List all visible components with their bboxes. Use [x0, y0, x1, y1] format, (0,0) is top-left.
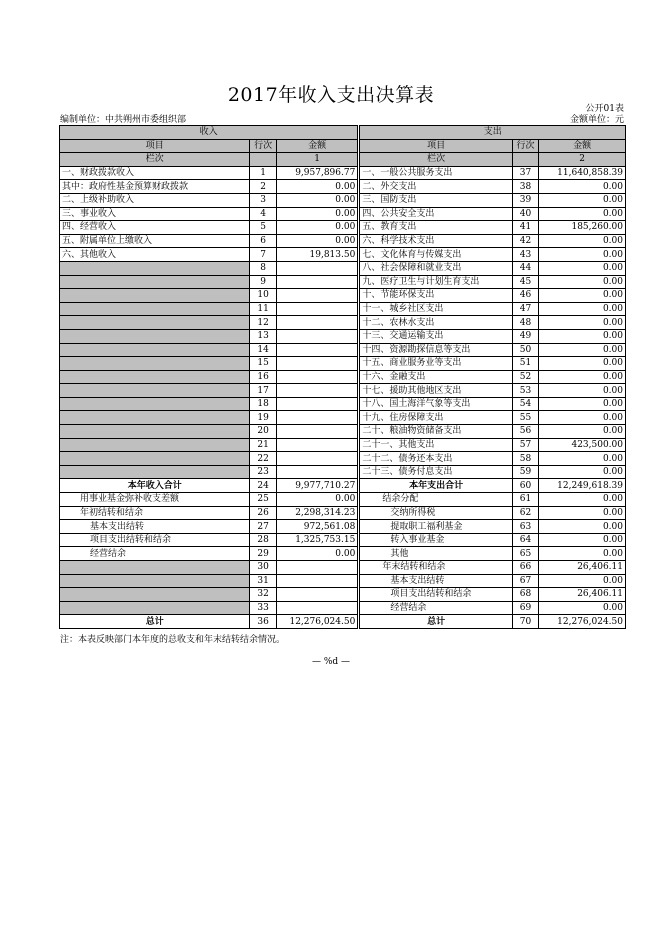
expense-line-no: 67 [512, 574, 538, 588]
expense-item: 十六、金融支出 [360, 370, 512, 384]
table-row [60, 221, 626, 235]
expense-line-no: 56 [512, 425, 538, 439]
income-line-no: 16 [250, 370, 276, 384]
income-item: 用事业基金弥补收支差额 [60, 493, 250, 507]
expense-amount: 0.00 [539, 329, 626, 343]
table-row [60, 193, 626, 207]
expense-amount: 185,260.00 [539, 221, 626, 235]
column-index-row [60, 153, 626, 167]
income-line-no: 11 [250, 302, 276, 316]
income-line-no: 13 [250, 329, 276, 343]
expense-amount: 12,249,618.39 [539, 479, 626, 493]
expense-amount: 0.00 [539, 465, 626, 479]
expense-line-no: 68 [512, 588, 538, 602]
income-amount [276, 302, 357, 316]
income-amount-header: 金额 [276, 139, 357, 153]
expense-amount: 0.00 [539, 343, 626, 357]
expense-amount: 0.00 [539, 193, 626, 207]
income-line-no: 22 [250, 452, 276, 466]
income-amount: 9,977,710.27 [276, 479, 357, 493]
expense-item: 十三、交通运输支出 [360, 329, 512, 343]
expense-item: 二十、粮油物资储备支出 [360, 425, 512, 439]
expense-line-no: 40 [512, 207, 538, 221]
income-amount [276, 601, 357, 615]
expense-amount: 0.00 [539, 289, 626, 303]
income-amount: 0.00 [276, 547, 357, 561]
expense-line-no: 47 [512, 302, 538, 316]
income-item [60, 438, 250, 452]
income-item [60, 302, 250, 316]
expense-line-no: 62 [512, 506, 538, 520]
page-number: — %d — [311, 657, 351, 667]
income-amount [276, 452, 357, 466]
income-line-no: 23 [250, 465, 276, 479]
income-amount [276, 357, 357, 371]
income-line-no: 31 [250, 574, 276, 588]
table-row [60, 180, 626, 194]
expense-amount: 11,640,858.39 [539, 166, 626, 180]
compiling-unit: 编制单位：中共朔州市委组织部 [60, 115, 187, 125]
income-amount: 972,561.08 [276, 520, 357, 534]
expense-amount: 0.00 [539, 384, 626, 398]
expense-amount: 0.00 [539, 275, 626, 289]
expense-item: 本年支出合计 [360, 479, 512, 493]
table-row [60, 234, 626, 248]
income-amount [276, 275, 357, 289]
income-line-no: 24 [250, 479, 276, 493]
expense-amount: 0.00 [539, 574, 626, 588]
expense-line-no: 65 [512, 547, 538, 561]
expense-amount: 0.00 [539, 248, 626, 262]
income-item [60, 561, 250, 575]
expense-line-no: 44 [512, 261, 538, 275]
income-line-no: 32 [250, 588, 276, 602]
expense-line-no: 51 [512, 357, 538, 371]
income-item: 一、财政拨款收入 [60, 166, 250, 180]
income-item [60, 329, 250, 343]
expense-amount: 0.00 [539, 370, 626, 384]
income-amount [276, 370, 357, 384]
expense-amount: 12,276,024.50 [539, 615, 626, 629]
income-amount: 0.00 [276, 207, 357, 221]
expense-line-no: 66 [512, 561, 538, 575]
expense-amount: 0.00 [539, 357, 626, 371]
expense-amount: 26,406.11 [539, 561, 626, 575]
table-row [60, 329, 626, 343]
expense-amount: 0.00 [539, 533, 626, 547]
table-row [60, 506, 626, 520]
income-amount [276, 316, 357, 330]
income-item: 四、经营收入 [60, 221, 250, 235]
expense-line-no: 38 [512, 180, 538, 194]
footnote: 注：本表反映部门本年度的总收支和年末结转结余情况。 [60, 635, 286, 645]
page-title: 2017年收入支出决算表 [227, 84, 435, 106]
income-amount: 19,813.50 [276, 248, 357, 262]
expense-item: 基本支出结转 [360, 574, 512, 588]
income-item: 年初结转和结余 [60, 506, 250, 520]
income-item [60, 275, 250, 289]
expense-line-no: 59 [512, 465, 538, 479]
expense-item: 二十一、其他支出 [360, 438, 512, 452]
table-row [60, 425, 626, 439]
table-row [60, 397, 626, 411]
expense-item: 七、文化体育与传媒支出 [360, 248, 512, 262]
expense-amount: 26,406.11 [539, 588, 626, 602]
income-item [60, 452, 250, 466]
income-amount [276, 438, 357, 452]
income-amount: 0.00 [276, 193, 357, 207]
expense-amount: 0.00 [539, 397, 626, 411]
income-line-no: 26 [250, 506, 276, 520]
year-total-row [60, 479, 626, 493]
table-row [60, 343, 626, 357]
expense-amount: 423,500.00 [539, 438, 626, 452]
expense-line-header: 行次 [512, 139, 538, 153]
expense-line-no: 58 [512, 452, 538, 466]
income-amount [276, 343, 357, 357]
expense-item: 九、医疗卫生与计划生育支出 [360, 275, 512, 289]
income-amount [276, 561, 357, 575]
income-item [60, 465, 250, 479]
income-line-no: 28 [250, 533, 276, 547]
income-item [60, 343, 250, 357]
income-line-no: 6 [250, 234, 276, 248]
expense-line-no: 61 [512, 493, 538, 507]
income-line-no: 7 [250, 248, 276, 262]
expense-item: 五、教育支出 [360, 221, 512, 235]
expense-item: 十九、住房保障支出 [360, 411, 512, 425]
expense-line-no: 48 [512, 316, 538, 330]
amount-unit: 金额单位：元 [569, 115, 624, 125]
income-header: 收入 [60, 126, 358, 140]
table-row [60, 370, 626, 384]
expense-item: 交纳所得税 [360, 506, 512, 520]
expense-line-no: 69 [512, 601, 538, 615]
expense-amount: 0.00 [539, 234, 626, 248]
expense-amount: 0.00 [539, 547, 626, 561]
expense-amount-header: 金额 [539, 139, 626, 153]
income-line-no: 15 [250, 357, 276, 371]
expense-line-no: 49 [512, 329, 538, 343]
income-amount [276, 411, 357, 425]
expense-item: 十四、资源勘探信息等支出 [360, 343, 512, 357]
budget-table [59, 125, 626, 629]
income-line-no: 30 [250, 561, 276, 575]
income-amount [276, 384, 357, 398]
expense-amount: 0.00 [539, 207, 626, 221]
income-line-no: 12 [250, 316, 276, 330]
expense-line-no: 63 [512, 520, 538, 534]
expense-item: 总计 [360, 615, 512, 629]
expense-item: 二、外交支出 [360, 180, 512, 194]
income-amount [276, 289, 357, 303]
table-row [60, 547, 626, 561]
income-column-label: 栏次 [60, 153, 250, 167]
income-item [60, 588, 250, 602]
expense-item: 十五、商业服务业等支出 [360, 357, 512, 371]
income-item: 项目支出结转和结余 [60, 533, 250, 547]
income-item [60, 601, 250, 615]
expense-item: 十七、援助其他地区支出 [360, 384, 512, 398]
income-line-no: 29 [250, 547, 276, 561]
table-row [60, 289, 626, 303]
income-line-no: 9 [250, 275, 276, 289]
table-row [60, 520, 626, 534]
expense-item: 十八、国土海洋气象等支出 [360, 397, 512, 411]
table-row [60, 207, 626, 221]
expense-line-no: 37 [512, 166, 538, 180]
income-item [60, 261, 250, 275]
income-line-no: 2 [250, 180, 276, 194]
income-amount: 12,276,024.50 [276, 615, 357, 629]
income-line-no: 25 [250, 493, 276, 507]
income-item [60, 316, 250, 330]
income-amount [276, 425, 357, 439]
income-line-no: 19 [250, 411, 276, 425]
income-item: 经营结余 [60, 547, 250, 561]
expense-item: 三、国防支出 [360, 193, 512, 207]
table-row [60, 465, 626, 479]
expense-line-no: 50 [512, 343, 538, 357]
expense-item: 二十三、债务付息支出 [360, 465, 512, 479]
table-row [60, 248, 626, 262]
income-item: 三、事业收入 [60, 207, 250, 221]
income-amount [276, 261, 357, 275]
expense-item: 年末结转和结余 [360, 561, 512, 575]
expense-item: 转入事业基金 [360, 533, 512, 547]
income-item [60, 370, 250, 384]
column-header-row [60, 139, 626, 153]
expense-item: 十二、农林水支出 [360, 316, 512, 330]
income-line-no: 33 [250, 601, 276, 615]
income-line-no: 4 [250, 207, 276, 221]
table-row [60, 561, 626, 575]
expense-line-no: 46 [512, 289, 538, 303]
expense-column-label: 栏次 [360, 153, 512, 167]
income-line-no: 10 [250, 289, 276, 303]
expense-item: 二十二、债务还本支出 [360, 452, 512, 466]
income-item: 六、其他收入 [60, 248, 250, 262]
expense-item: 十一、城乡社区支出 [360, 302, 512, 316]
income-line-no: 1 [250, 166, 276, 180]
expense-line-no: 55 [512, 411, 538, 425]
grand-total-row [60, 615, 626, 629]
expense-amount: 0.00 [539, 506, 626, 520]
expense-line-no: 57 [512, 438, 538, 452]
income-column-index: 1 [276, 153, 357, 167]
table-row [60, 384, 626, 398]
expense-amount: 0.00 [539, 452, 626, 466]
income-amount: 0.00 [276, 180, 357, 194]
income-amount: 9,957,896.77 [276, 166, 357, 180]
expense-item: 六、科学技术支出 [360, 234, 512, 248]
income-line-no: 27 [250, 520, 276, 534]
expense-item: 八、社会保障和就业支出 [360, 261, 512, 275]
income-line-no: 3 [250, 193, 276, 207]
expense-line-no: 53 [512, 384, 538, 398]
income-item-header: 项目 [60, 139, 250, 153]
income-amount [276, 329, 357, 343]
income-item [60, 357, 250, 371]
income-line-no: 18 [250, 397, 276, 411]
income-amount [276, 588, 357, 602]
expense-line-no: 54 [512, 397, 538, 411]
expense-line-no: 42 [512, 234, 538, 248]
expense-item: 经营结余 [360, 601, 512, 615]
table-row [60, 302, 626, 316]
table-row [60, 574, 626, 588]
expense-line-no: 45 [512, 275, 538, 289]
expense-line-no: 70 [512, 615, 538, 629]
expense-amount: 0.00 [539, 316, 626, 330]
income-amount: 0.00 [276, 234, 357, 248]
expense-line-no: 64 [512, 533, 538, 547]
income-amount [276, 397, 357, 411]
income-item: 二、上级补助收入 [60, 193, 250, 207]
income-item [60, 384, 250, 398]
table-row [60, 493, 626, 507]
income-line-no: 17 [250, 384, 276, 398]
table-row [60, 411, 626, 425]
income-item [60, 425, 250, 439]
section-header-row [60, 126, 626, 140]
expense-item: 四、公共安全支出 [360, 207, 512, 221]
expense-header: 支出 [360, 126, 626, 140]
income-item: 本年收入合计 [60, 479, 250, 493]
income-amount: 0.00 [276, 493, 357, 507]
expense-amount: 0.00 [539, 601, 626, 615]
income-amount: 0.00 [276, 221, 357, 235]
income-item [60, 397, 250, 411]
expense-item: 提取职工福利基金 [360, 520, 512, 534]
income-line-no: 14 [250, 343, 276, 357]
expense-line-no: 60 [512, 479, 538, 493]
income-item [60, 411, 250, 425]
expense-item-header: 项目 [360, 139, 512, 153]
expense-amount: 0.00 [539, 493, 626, 507]
income-line-no: 20 [250, 425, 276, 439]
expense-amount: 0.00 [539, 411, 626, 425]
table-row [60, 588, 626, 602]
expense-amount: 0.00 [539, 520, 626, 534]
expense-amount: 0.00 [539, 261, 626, 275]
income-amount [276, 465, 357, 479]
table-row [60, 452, 626, 466]
expense-amount: 0.00 [539, 425, 626, 439]
income-line-no: 36 [250, 615, 276, 629]
expense-item: 结余分配 [360, 493, 512, 507]
income-item: 基本支出结转 [60, 520, 250, 534]
table-row [60, 316, 626, 330]
income-amount: 1,325,753.15 [276, 533, 357, 547]
income-line-no: 5 [250, 221, 276, 235]
income-item [60, 289, 250, 303]
table-row [60, 601, 626, 615]
income-line-no: 8 [250, 261, 276, 275]
expense-amount: 0.00 [539, 302, 626, 316]
income-line-header: 行次 [250, 139, 276, 153]
table-row [60, 357, 626, 371]
expense-column-index: 2 [539, 153, 626, 167]
expense-line-no: 43 [512, 248, 538, 262]
income-amount [276, 574, 357, 588]
income-item [60, 574, 250, 588]
expense-line-no: 52 [512, 370, 538, 384]
table-row [60, 166, 626, 180]
expense-amount: 0.00 [539, 180, 626, 194]
form-code: 公开01表 [585, 104, 624, 114]
expense-line-no: 39 [512, 193, 538, 207]
expense-item: 项目支出结转和结余 [360, 588, 512, 602]
expense-item: 其他 [360, 547, 512, 561]
income-amount: 2,298,314.23 [276, 506, 357, 520]
expense-item: 十、节能环保支出 [360, 289, 512, 303]
expense-item: 一、一般公共服务支出 [360, 166, 512, 180]
table-row [60, 261, 626, 275]
expense-line-no: 41 [512, 221, 538, 235]
table-row [60, 438, 626, 452]
income-item: 其中：政府性基金预算财政拨款 [60, 180, 250, 194]
income-item: 总计 [60, 615, 250, 629]
table-row [60, 533, 626, 547]
income-line-no: 21 [250, 438, 276, 452]
table-row [60, 275, 626, 289]
income-item: 五、附属单位上缴收入 [60, 234, 250, 248]
